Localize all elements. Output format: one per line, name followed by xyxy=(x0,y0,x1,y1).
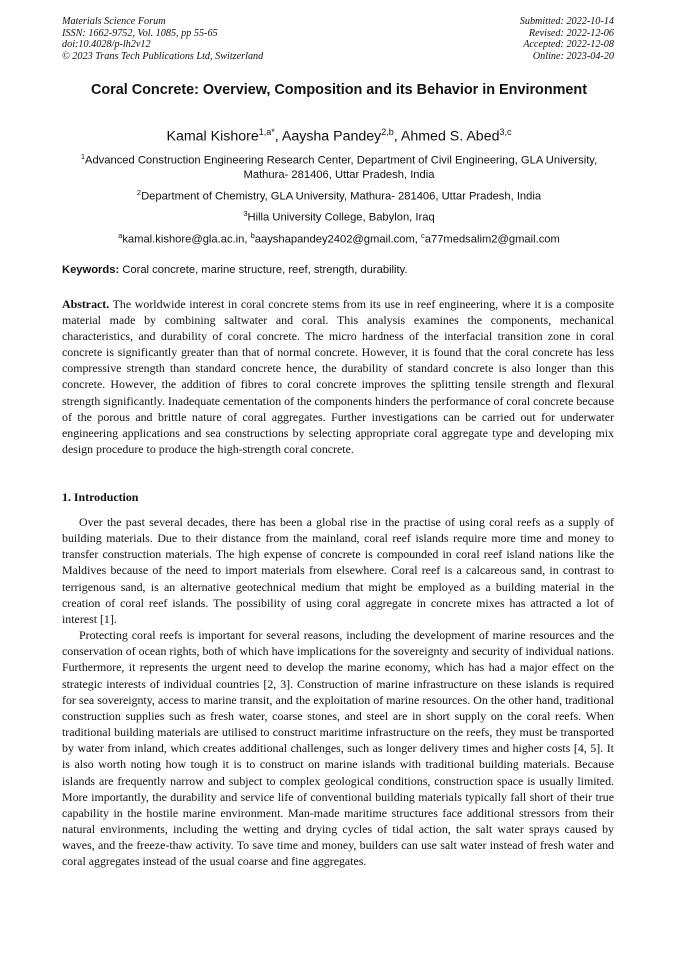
affiliation-text: Department of Chemistry, GLA University, Mathura- 281406, Uttar Pradesh, India xyxy=(141,190,542,203)
journal-header xyxy=(62,16,614,62)
author-superscript: 2,b xyxy=(381,127,394,137)
author-name: Aaysha Pandey xyxy=(281,128,382,145)
author-separator: , xyxy=(274,128,282,145)
email-marker: a xyxy=(118,231,123,240)
paragraph: Protecting coral reefs is important for several reasons, including the development of marine resources and the conservation of ocean rights, both of which have implications for the sovereignty and security of individual nations. Furthermore, it represents the urgent need to develop the marine economy, which has had a major effect on the strategic interests of individual countries [2, 3]. Construction of marine infrastructure on these islands is required for sea sovereignty, access to marine transit, and the exploitation of marine resources. On the other hand, traditional construction supplies such as fresh water, coarse stones, and steel are in short supply on the coral reefs. When traditional building materials are utilised to construct maritime infrastructure on the reefs, they must be transported by water from inland, which creates additional challenges, such as longer delivery times and higher costs [4, 5]. It is also worth noting how tough it is to construct on marine islands with traditional building materials. Because islands are frequently narrow and subject to complex geological conditions, construction space is usually limited. More importantly, the durability and service life of conventional building materials typically fall short of their true capability in the hostile marine environment. Man-made maritime structures face additional stressors from their natural environments, including the wetting and drying cycles of tidal action, the salt water sprays caused by waves, and the freeze-thaw activity. To save time and money, builders can use salt water instead of fresh water and coral aggregates instead of the usual coarse and fine aggregates. xyxy=(62,628,614,869)
revised-date: Revised: 2022-12-06 xyxy=(528,27,614,39)
email-marker: c xyxy=(421,231,425,240)
affiliation-text: Hilla University College, Babylon, Iraq xyxy=(247,211,435,224)
publication-dates xyxy=(520,16,614,62)
journal-name: Materials Science Forum xyxy=(62,16,166,27)
email-address: a77medsalim2@gmail.com xyxy=(424,233,560,246)
copyright-line: © 2023 Trans Tech Publications Ltd, Switzerland xyxy=(62,50,264,62)
journal-info xyxy=(62,16,263,62)
affiliation-text: Advanced Construction Engineering Research Center, Department of Civil Engineering, GLA University, Mathura- 281406, Uttar Pradesh, India xyxy=(84,154,598,181)
affiliation-2 xyxy=(62,186,616,204)
section-heading: 1. Introduction xyxy=(62,490,139,504)
paragraph: Over the past several decades, there has been a global rise in the practise of using coral reefs as a supply of building materials. Due to their distance from the mainland, coral reef islands require more time and money to transfer construction materials. The high expense of concrete is compounded in coral reef island nations like the Maldives because of the need to import materials from elsewhere. Coral reef is a calcareous sand, in contrast to terrigenous sand, is an alternative geotechnical medium that might be employed as a building material in the creation of coral reef islands. The possibility of using coral aggregate in concrete mixes has attracted a lot of interest [1]. xyxy=(62,515,614,626)
email-address: kamal.kishore@gla.ac.in xyxy=(122,233,245,246)
email-marker: b xyxy=(250,231,255,240)
abstract-label: Abstract. xyxy=(62,297,110,311)
affiliation-marker: 1 xyxy=(80,152,85,161)
email-separator: , xyxy=(414,233,421,246)
submitted-date: Submitted: 2022-10-14 xyxy=(519,16,614,27)
issn-line: ISSN: 1662-9752, Vol. 1085, pp 55-65 xyxy=(62,27,218,39)
author-list xyxy=(62,123,616,146)
affiliation-marker: 2 xyxy=(136,188,142,197)
affiliation-1 xyxy=(62,150,616,182)
email-address: aayshapandey2402@gmail.com xyxy=(254,233,415,246)
email-list xyxy=(62,229,616,247)
introduction-body xyxy=(62,514,614,869)
author-name: Kamal Kishore xyxy=(166,128,259,145)
keywords xyxy=(62,263,616,277)
abstract xyxy=(62,296,614,457)
keywords-text: Coral concrete, marine structure, reef, strength, durability. xyxy=(122,264,408,276)
abstract-text: The worldwide interest in coral concrete stems from its use in reef engineering, where it is a composite material made by combining saltwater and coral. This analysis examines the components, mechanical characteristics, and durability of coral concrete. The micro hardness of the interfacial transition zone in coral concrete is significantly greater than that of normal concrete. However, it is found that the coral concrete has less compressive strength than standard concrete hence, the durability of standard concrete is also longer than this concrete. However, the addition of fibres to coral concrete improves the splitting tensile strength and flexural strength significantly. Inadequate cementation of the components hinders the performance of coral concrete because of the porous and brittle nature of coral aggregates. Further investigations can be carried out for underwater engineering applications and sea constructions by selecting appropriate coral aggregate type and developing mix design procedure to produce the high-strength coral concrete. xyxy=(62,297,615,456)
author-separator: , xyxy=(393,128,401,145)
author-superscript: 1,a* xyxy=(258,127,275,137)
author-superscript: 3,c xyxy=(499,127,512,137)
doi-line: doi:10.4028/p-lh2v12 xyxy=(62,39,151,50)
affiliation-3 xyxy=(62,207,616,225)
accepted-date: Accepted: 2022-12-08 xyxy=(523,39,614,50)
keywords-label: Keywords: xyxy=(62,264,120,276)
email-separator: , xyxy=(244,233,251,246)
paper-title: Coral Concrete: Overview, Composition and its Behavior in Environment xyxy=(90,82,588,98)
author-name: Ahmed S. Abed xyxy=(400,128,500,145)
affiliation-marker: 3 xyxy=(243,209,248,218)
online-date: Online: 2023-04-20 xyxy=(532,50,614,62)
